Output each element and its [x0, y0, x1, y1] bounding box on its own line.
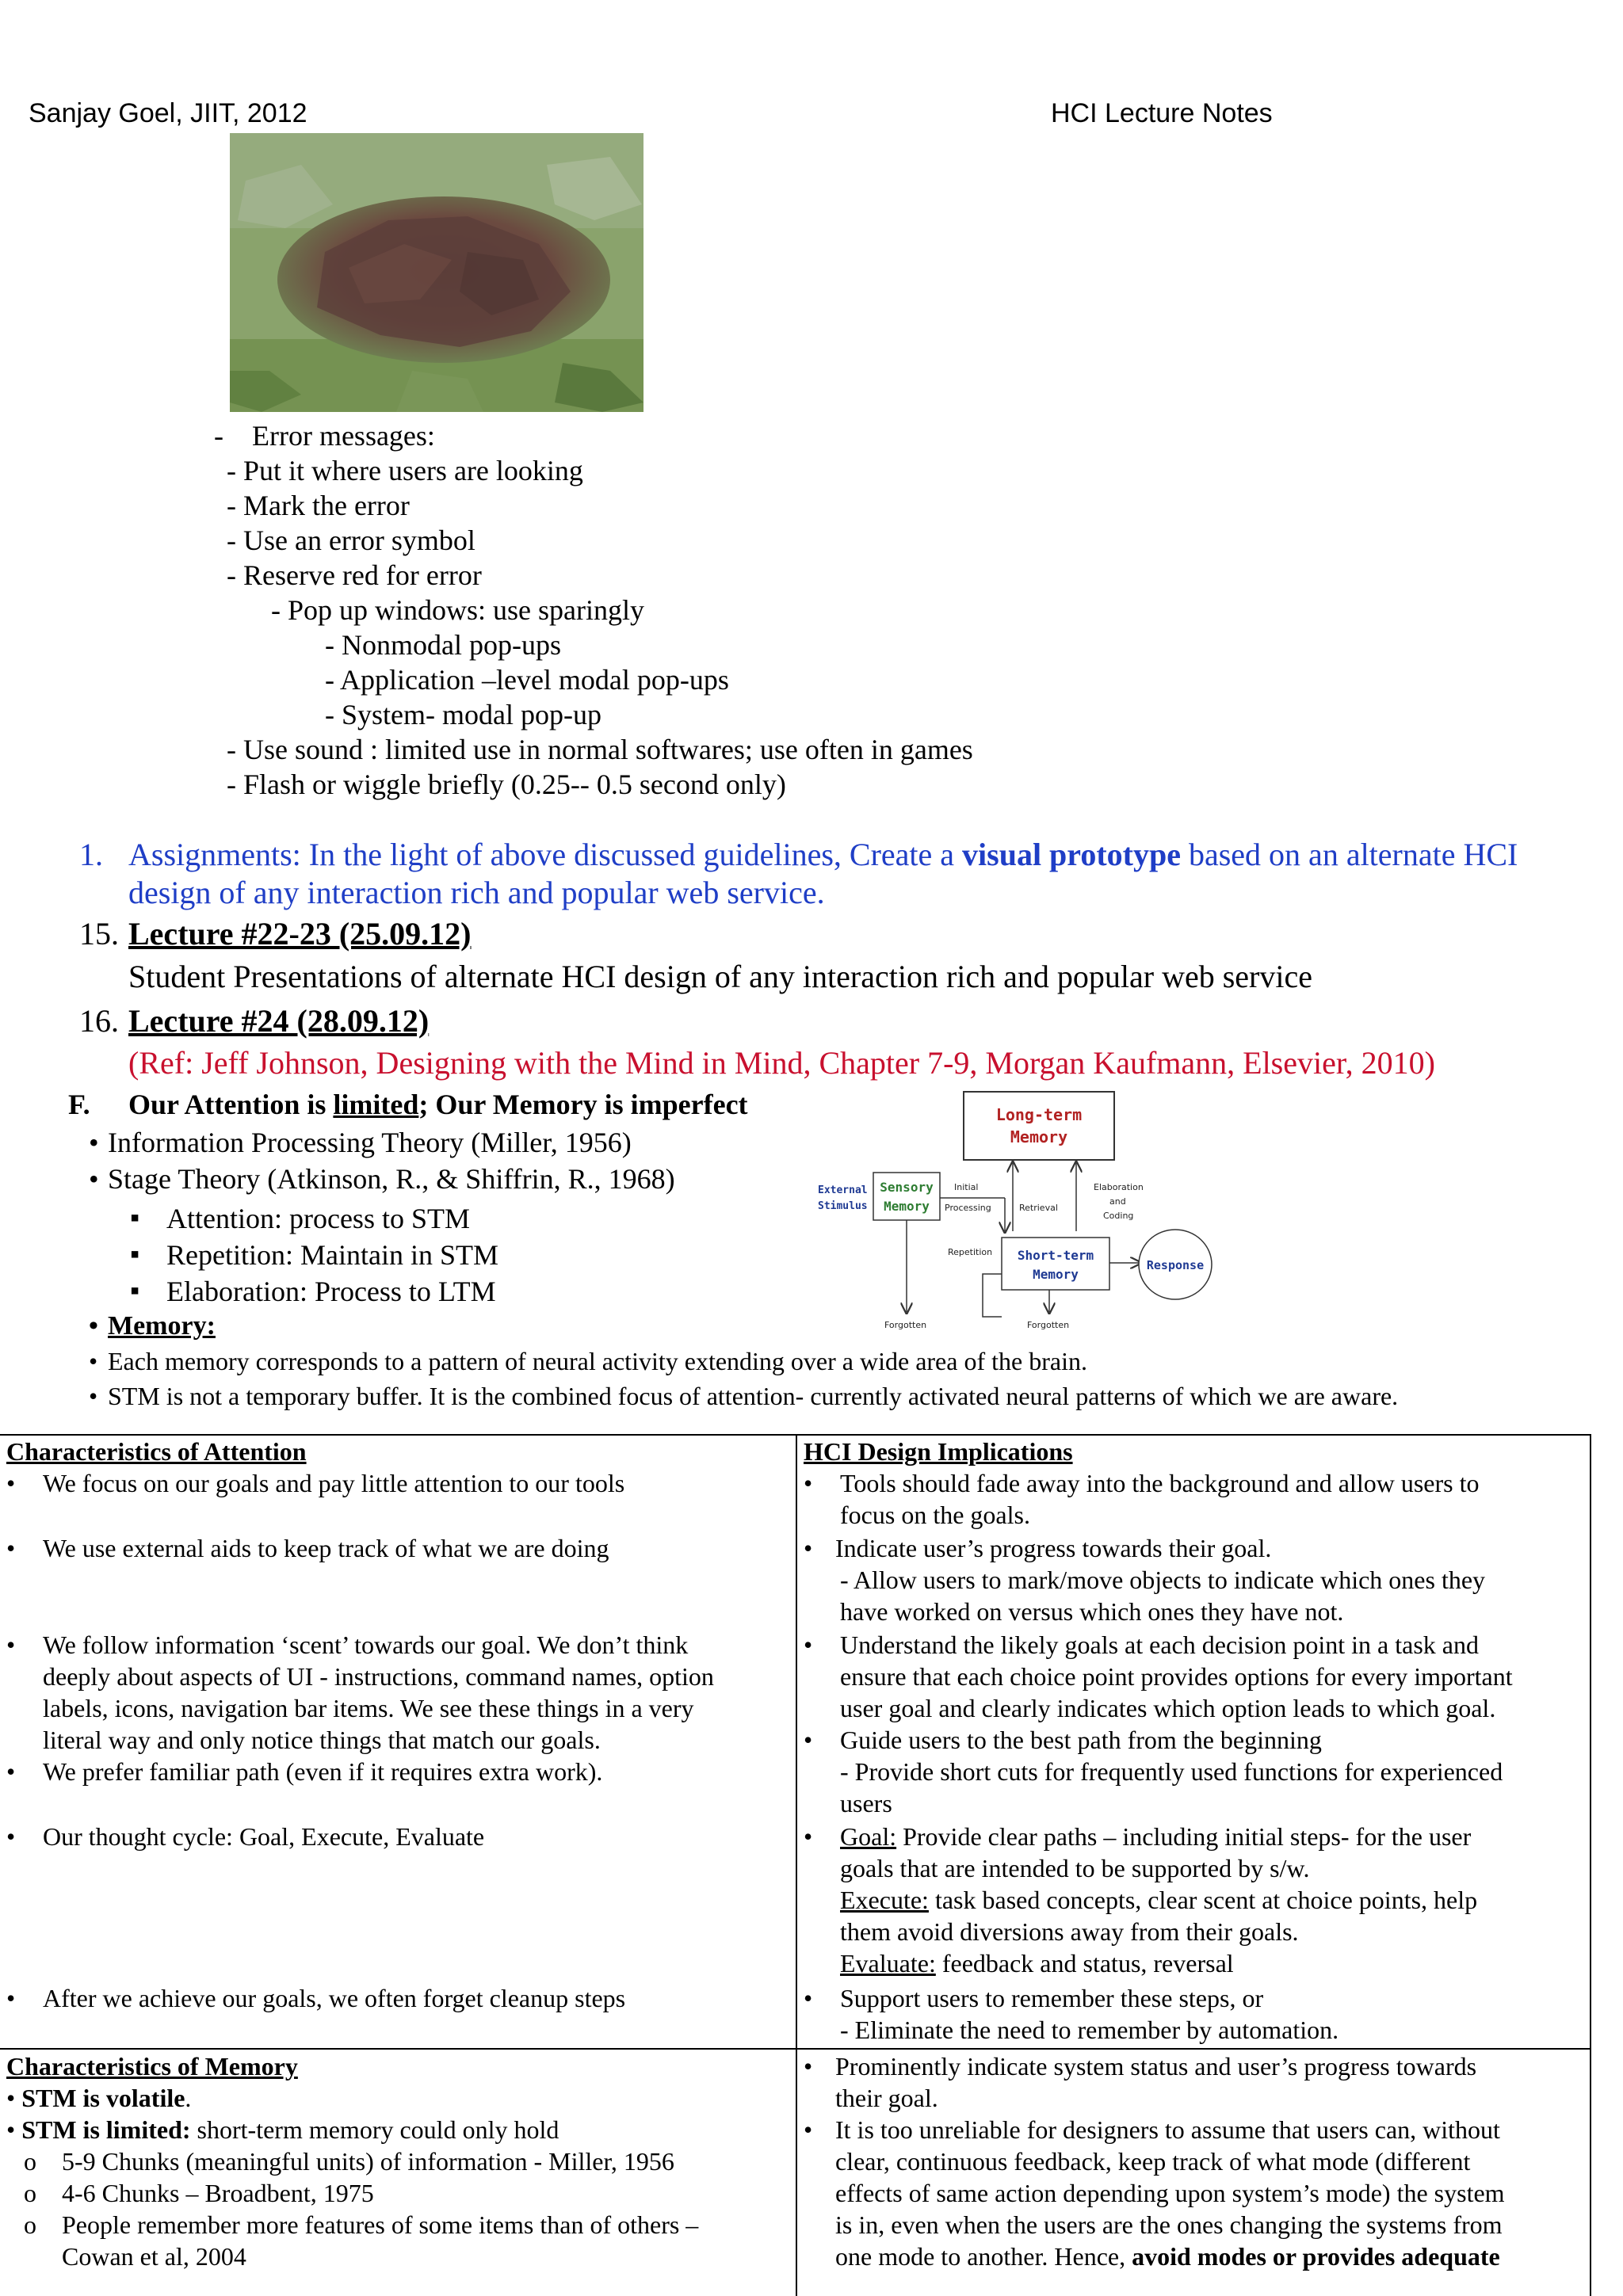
blurred-photo	[230, 133, 643, 412]
lecture15-number: 15.	[79, 916, 119, 952]
ltm-box	[964, 1092, 1114, 1160]
implications-table: Characteristics of Attention HCI Design Implications • We focus on our goals and pay little attention to our tools • Tools should fade away into the background and allow users to focus on the goals. • We use external aids to keep track of what we are doing • Indicate user’s progress towards their goal. - Allow users to mark/move objects to indicate which ones they have worked on versus which ones they have not. • We follow information ‘scent’ towards our goal. We don’t think deeply about aspects of UI - instructions, command names, option labels, icons, navigation bar items. We see these things in a very literal way and only notice things that match our goals. • Understand the likely goals at each decision point in a task and ensure that each choice point provides options for every important user goal and clearly indicates which option leads to which goal. • We prefer familiar path (even if it requires extra work). • Guide users to the best path from the beginning - Provide short cuts for frequently used functions for experienced users • Our thought cycle: Goal, Execute, Evaluate • Goal: Provide clear paths – including initial steps- for the user goals that are intended to be supported by s/w. Execute: task based concepts, clear scent at choice points, help them avoid diversions away from their goals. Evaluate: feedback and status, reversal • After we achieve our goals, we often forget cleanup steps • Support users to remember these steps, or - Eliminate the need to remember by automation. Characteristics of Memory • STM is volatile. • STM is limited: short-term memory could only hold o 5-9 Chunks (meaningful units) of information - Miller, 1956 o 4-6 Chunks – Broadbent, 1975 o People remember more features of some items than of others – Cowan et al, 2004 • Prominently indicate system status and user’s progress towards their goal. • It is too unreliable for designers to assume that users can, without clear, continuous feedback, keep track of what mode (different effects of same action depending upon system’s mode) the system is in, even when the users are the ones changing the systems from one mode to another. Hence, avoid modes or provides adequate	[0, 1434, 1591, 2296]
popup-subitem-1: - Nonmodal pop-ups	[325, 629, 561, 661]
theory-bullet-2: • Stage Theory (Atkinson, R., & Shiffrin, R., 1968)	[108, 1161, 675, 1196]
section-f-label: F.	[68, 1089, 90, 1120]
forgotten-label-2: Forgotten	[1027, 1320, 1070, 1330]
assignment-line-1: Assignments: In the light of above discussed guidelines, Create a visual prototype based on an alternate HCI	[128, 837, 1518, 872]
lecture16-reference: (Ref: Jeff Johnson, Designing with the Mind in Mind, Chapter 7-9, Morgan Kaufmann, Elsevier, 2010)	[128, 1045, 1435, 1081]
popup-subitem-2: - Application –level modal pop-ups	[325, 664, 729, 696]
lecture16-number: 16.	[79, 1003, 119, 1039]
ltm-label-2: Memory	[1010, 1127, 1068, 1146]
attention-header: Characteristics of Attention	[6, 1437, 307, 1466]
stage-attention: ▪ Attention: process to STM	[166, 1201, 470, 1236]
stage-elaboration: ▪ Elaboration: Process to LTM	[166, 1274, 496, 1309]
section-f-heading: Our Attention is limited; Our Memory is imperfect	[128, 1089, 748, 1120]
lecture16-title: Lecture #24 (28.09.12)	[128, 1003, 430, 1039]
error-item-3: - Use an error symbol	[227, 524, 475, 556]
stm-box	[1002, 1238, 1109, 1290]
memory-header: Characteristics of Memory	[6, 2052, 298, 2081]
repetition-label: Repetition	[948, 1247, 993, 1257]
theory-bullet-1: • Information Processing Theory (Miller, 1956)	[108, 1125, 632, 1160]
error-item-2: - Mark the error	[227, 490, 410, 521]
lecture15-title: Lecture #22-23 (25.09.12)	[128, 916, 472, 952]
assignment-number: 1.	[79, 837, 103, 872]
memory-section-left: Characteristics of Memory • STM is volatile. • STM is limited: short-term memory could only hold o 5-9 Chunks (meaningful units) of information - Miller, 1956 o 4-6 Chunks – Broadbent, 1975 o People remember more features of some items than of others – Cowan et al, 2004	[6, 2050, 788, 2272]
forgotten-label-1: Forgotten	[884, 1320, 927, 1330]
error-item-4: - Reserve red for error	[227, 559, 482, 591]
memory-section-right: • Prominently indicate system status and user’s progress towards their goal. • It is too unreliable for designers to assume that users can, without clear, continuous feedback, keep track of what mode (different effects of same action depending upon system’s mode) the system is in, even when the users are the ones changing the systems from one mode to another. Hence, avoid modes or provides adequate	[804, 2052, 1505, 2271]
memory-bullet-2: • STM is not a temporary buffer. It is the combined focus of attention- currently activated neural patterns of which we are aware.	[108, 1380, 1398, 1412]
initial-label-2: Processing	[945, 1203, 991, 1213]
popup-subitem-3: - System- modal pop-up	[325, 699, 601, 730]
stage-repetition: ▪ Repetition: Maintain in STM	[166, 1238, 498, 1272]
elab-label-1: Elaboration	[1094, 1182, 1144, 1192]
ltm-label-1: Long-term	[995, 1105, 1083, 1124]
memory-bullet-1: • Each memory corresponds to a pattern of neural activity extending over a wide area of the brain.	[108, 1345, 1087, 1377]
stm-label-1: Short-term	[1017, 1248, 1094, 1263]
flash-item: - Flash or wiggle briefly (0.25-- 0.5 second only)	[227, 769, 786, 800]
external-label-1: External	[818, 1184, 868, 1196]
assignment-line-2: design of any interaction rich and popular web service.	[128, 875, 825, 910]
retrieval-label: Retrieval	[1019, 1203, 1058, 1213]
sensory-label-2: Memory	[884, 1199, 930, 1214]
stm-label-2: Memory	[1033, 1267, 1079, 1282]
elab-label-3: Coding	[1103, 1211, 1134, 1221]
implications-header: HCI Design Implications	[804, 1437, 1073, 1466]
mosaic-photo-icon	[230, 133, 643, 412]
sensory-label-1: Sensory	[880, 1180, 934, 1195]
elab-label-2: and	[1109, 1196, 1126, 1207]
memory-label: • Memory:	[108, 1310, 216, 1342]
response-label: Response	[1146, 1258, 1205, 1272]
header-author: Sanjay Goel, JIIT, 2012	[29, 98, 307, 128]
error-item-1: - Put it where users are looking	[227, 455, 583, 486]
initial-label-1: Initial	[954, 1182, 979, 1192]
external-label-2: Stimulus	[818, 1200, 868, 1212]
memory-model-diagram	[815, 1087, 1217, 1334]
sound-item: - Use sound : limited use in normal softwares; use often in games	[227, 734, 973, 765]
popup-item: - Pop up windows: use sparingly	[271, 594, 644, 626]
lecture15-text: Student Presentations of alternate HCI design of any interaction rich and popular web service	[128, 959, 1312, 994]
error-messages-title: - Error messages:	[214, 420, 435, 452]
header-title: HCI Lecture Notes	[1051, 98, 1273, 128]
